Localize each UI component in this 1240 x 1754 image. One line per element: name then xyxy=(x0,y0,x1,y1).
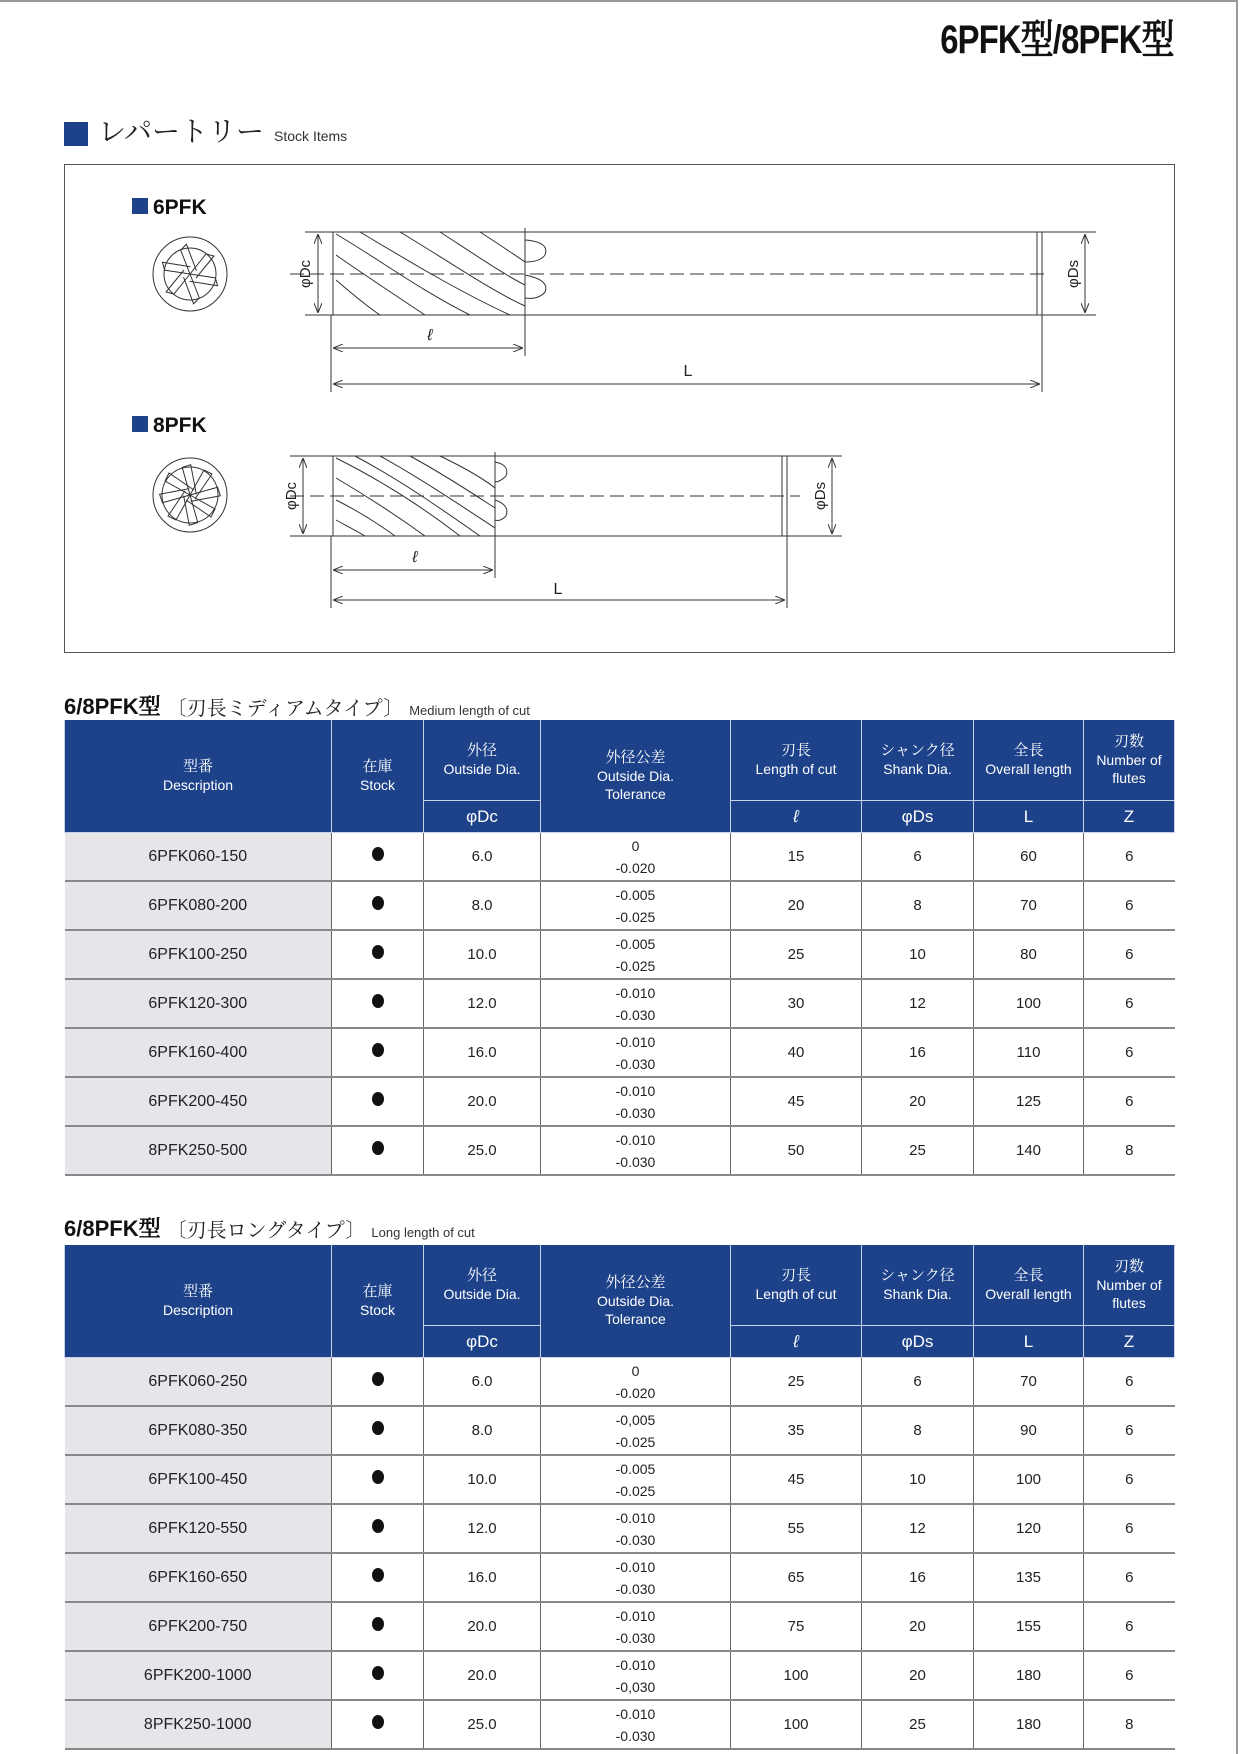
tolerance-upper: -0.005 xyxy=(615,886,656,903)
cell-stock xyxy=(332,1553,424,1602)
table-row xyxy=(65,833,1175,882)
cell-flutes: 6 xyxy=(1084,1651,1175,1700)
col-symbol-l: ℓ xyxy=(731,801,862,833)
cell-stock xyxy=(332,1602,424,1651)
table-row xyxy=(65,1602,1175,1651)
cell-outside-dia: 12.0 xyxy=(424,1504,541,1553)
stock-dot-icon xyxy=(372,1043,384,1057)
table-title-jp: 〔刃長ロングタイプ〕 xyxy=(166,1220,366,1242)
cell-length-of-cut: 40 xyxy=(731,1028,862,1077)
drawing-6pfk xyxy=(132,196,1096,392)
end-view-8-flute-icon xyxy=(153,458,227,532)
heading-jp: レパートリー xyxy=(98,116,265,147)
cell-outside-dia: 16.0 xyxy=(424,1028,541,1077)
table-row xyxy=(65,1700,1175,1749)
cell-shank-dia: 8 xyxy=(862,881,974,930)
cell-length-of-cut: 45 xyxy=(731,1077,862,1126)
cell-stock xyxy=(332,1455,424,1504)
cell-overall-length: 70 xyxy=(974,1358,1084,1407)
cell-overall-length: 100 xyxy=(974,1455,1084,1504)
stock-dot-icon xyxy=(372,1568,384,1582)
cell-tolerance xyxy=(541,1651,731,1700)
tool-side-view-6pfk xyxy=(290,228,1050,318)
tolerance-lower: -0.020 xyxy=(615,1384,656,1401)
col-header-tolerance: 外径公差 Outside Dia. Tolerance xyxy=(541,1245,731,1358)
stock-dot-icon xyxy=(372,945,384,959)
cell-shank-dia: 20 xyxy=(862,1651,974,1700)
dim-l-8pfk: ℓ xyxy=(412,549,418,566)
table-title-main: 6/8PFK型 xyxy=(64,1216,161,1241)
cell-tolerance xyxy=(541,1700,731,1749)
label-square-icon xyxy=(132,416,148,432)
cell-length-of-cut: 45 xyxy=(731,1455,862,1504)
cell-length-of-cut: 50 xyxy=(731,1126,862,1175)
cell-tolerance xyxy=(541,881,731,930)
cell-shank-dia: 12 xyxy=(862,1504,974,1553)
tolerance-upper: -0.010 xyxy=(615,1705,656,1722)
cell-flutes: 6 xyxy=(1084,1358,1175,1407)
cell-outside-dia: 25.0 xyxy=(424,1700,541,1749)
cell-tolerance xyxy=(541,1358,731,1407)
cell-flutes: 6 xyxy=(1084,1077,1175,1126)
tolerance-upper: -0.010 xyxy=(615,1131,656,1148)
dim-dc-6pfk: φDc xyxy=(297,259,314,289)
tolerance-lower: -0.030 xyxy=(615,1104,656,1121)
stock-dot-icon xyxy=(372,1666,384,1680)
table-row xyxy=(65,881,1175,930)
label-square-icon xyxy=(132,198,148,214)
cell-shank-dia: 20 xyxy=(862,1077,974,1126)
cell-description: 6PFK080-200 xyxy=(65,881,332,930)
cell-outside-dia: 20.0 xyxy=(424,1651,541,1700)
cell-length-of-cut: 30 xyxy=(731,979,862,1028)
table-title-jp: 〔刃長ミディアムタイプ〕 xyxy=(166,698,404,720)
cell-overall-length: 120 xyxy=(974,1504,1084,1553)
cell-stock xyxy=(332,1504,424,1553)
cell-outside-dia: 16.0 xyxy=(424,1553,541,1602)
col-header-description: 型番 Description xyxy=(65,1245,332,1358)
cell-overall-length: 180 xyxy=(974,1651,1084,1700)
cell-stock xyxy=(332,1700,424,1749)
col-header-description: 型番 Description xyxy=(65,720,332,833)
cell-description: 6PFK120-300 xyxy=(65,979,332,1028)
tool-side-view-8pfk xyxy=(290,452,800,540)
cell-tolerance xyxy=(541,979,731,1028)
col-symbol-dc: φDc xyxy=(424,801,541,833)
cell-description: 6PFK200-750 xyxy=(65,1602,332,1651)
stock-dot-icon xyxy=(372,1715,384,1729)
cell-shank-dia: 10 xyxy=(862,930,974,979)
cell-tolerance xyxy=(541,1406,731,1455)
cell-shank-dia: 25 xyxy=(862,1700,974,1749)
cell-flutes: 6 xyxy=(1084,930,1175,979)
tolerance-lower: -0.030 xyxy=(615,1629,656,1646)
col-header-tolerance: 外径公差 Outside Dia. Tolerance xyxy=(541,720,731,833)
cell-flutes: 6 xyxy=(1084,1028,1175,1077)
cell-shank-dia: 20 xyxy=(862,1602,974,1651)
tolerance-upper: -0.010 xyxy=(615,984,656,1001)
table-row xyxy=(65,979,1175,1028)
cell-flutes: 6 xyxy=(1084,1406,1175,1455)
cell-tolerance xyxy=(541,1553,731,1602)
col-header-overall-length: 全長 Overall length xyxy=(974,720,1084,801)
table-row xyxy=(65,1504,1175,1553)
cell-outside-dia: 12.0 xyxy=(424,979,541,1028)
cell-length-of-cut: 35 xyxy=(731,1406,862,1455)
tolerance-lower: -0.030 xyxy=(615,1153,656,1170)
cell-outside-dia: 20.0 xyxy=(424,1602,541,1651)
col-header-outside-dia: 外径 Outside Dia. xyxy=(424,720,541,801)
cell-length-of-cut: 20 xyxy=(731,881,862,930)
cell-description: 6PFK060-250 xyxy=(65,1358,332,1407)
cell-outside-dia: 20.0 xyxy=(424,1077,541,1126)
cell-stock xyxy=(332,1077,424,1126)
tolerance-upper: -0.005 xyxy=(615,935,656,952)
cell-overall-length: 140 xyxy=(974,1126,1084,1175)
cell-tolerance xyxy=(541,1504,731,1553)
page-title: 6PFK型/8PFK型 xyxy=(940,18,1174,62)
cell-overall-length: 90 xyxy=(974,1406,1084,1455)
dim-L-6pfk: L xyxy=(683,363,693,380)
cell-shank-dia: 6 xyxy=(862,833,974,882)
cell-shank-dia: 6 xyxy=(862,1358,974,1407)
cell-stock xyxy=(332,1126,424,1175)
cell-shank-dia: 8 xyxy=(862,1406,974,1455)
cell-shank-dia: 16 xyxy=(862,1028,974,1077)
cell-flutes: 6 xyxy=(1084,833,1175,882)
table-row xyxy=(65,1553,1175,1602)
tolerance-lower: -0.020 xyxy=(615,859,656,876)
stock-dot-icon xyxy=(372,847,384,861)
cell-flutes: 6 xyxy=(1084,1602,1175,1651)
end-view-6-flute-icon xyxy=(153,237,227,311)
cell-length-of-cut: 65 xyxy=(731,1553,862,1602)
dim-l-6pfk: ℓ xyxy=(427,327,433,344)
cell-description: 6PFK200-450 xyxy=(65,1077,332,1126)
tolerance-lower: -0.025 xyxy=(615,1433,656,1450)
cell-description: 6PFK100-450 xyxy=(65,1455,332,1504)
cell-stock xyxy=(332,1406,424,1455)
cell-flutes: 8 xyxy=(1084,1700,1175,1749)
cell-overall-length: 70 xyxy=(974,881,1084,930)
stock-dot-icon xyxy=(372,994,384,1008)
col-symbol-z: Z xyxy=(1084,1326,1175,1358)
cell-outside-dia: 10.0 xyxy=(424,930,541,979)
cell-tolerance xyxy=(541,1077,731,1126)
cell-overall-length: 135 xyxy=(974,1553,1084,1602)
tolerance-upper: -0.010 xyxy=(615,1509,656,1526)
tolerance-upper: -0.010 xyxy=(615,1082,656,1099)
dim-dc-8pfk: φDc xyxy=(283,481,300,511)
cell-tolerance xyxy=(541,1602,731,1651)
cell-outside-dia: 6.0 xyxy=(424,833,541,882)
cell-outside-dia: 6.0 xyxy=(424,1358,541,1407)
cell-shank-dia: 25 xyxy=(862,1126,974,1175)
cell-outside-dia: 8.0 xyxy=(424,881,541,930)
cell-stock xyxy=(332,1651,424,1700)
cell-flutes: 6 xyxy=(1084,881,1175,930)
cell-description: 6PFK160-400 xyxy=(65,1028,332,1077)
cell-shank-dia: 16 xyxy=(862,1553,974,1602)
col-header-stock: 在庫 Stock xyxy=(332,720,424,833)
cell-length-of-cut: 75 xyxy=(731,1602,862,1651)
stock-dot-icon xyxy=(372,1092,384,1106)
stock-dot-icon xyxy=(372,1372,384,1386)
col-header-length-of-cut: 刃長 Length of cut xyxy=(731,720,862,801)
cell-stock xyxy=(332,930,424,979)
cell-overall-length: 80 xyxy=(974,930,1084,979)
stock-dot-icon xyxy=(372,896,384,910)
col-symbol-z: Z xyxy=(1084,801,1175,833)
cell-overall-length: 110 xyxy=(974,1028,1084,1077)
cell-description: 6PFK060-150 xyxy=(65,833,332,882)
cell-flutes: 6 xyxy=(1084,979,1175,1028)
table-row xyxy=(65,1358,1175,1407)
tolerance-lower: -0.030 xyxy=(615,1006,656,1023)
col-symbol-ds: φDs xyxy=(862,1326,974,1358)
cell-overall-length: 125 xyxy=(974,1077,1084,1126)
tolerance-upper: 0 xyxy=(631,837,640,854)
cell-length-of-cut: 100 xyxy=(731,1651,862,1700)
table-row xyxy=(65,930,1175,979)
drawing-8pfk xyxy=(132,414,842,608)
cell-description: 6PFK120-550 xyxy=(65,1504,332,1553)
table-title-en: Long length of cut xyxy=(371,1225,475,1240)
cell-overall-length: 100 xyxy=(974,979,1084,1028)
table-row xyxy=(65,1651,1175,1700)
tolerance-upper: -0.010 xyxy=(615,1607,656,1624)
cell-outside-dia: 10.0 xyxy=(424,1455,541,1504)
cell-flutes: 6 xyxy=(1084,1553,1175,1602)
cell-stock xyxy=(332,1028,424,1077)
tolerance-lower: -0,030 xyxy=(615,1678,656,1695)
tolerance-lower: -0.030 xyxy=(615,1727,656,1744)
stock-dot-icon xyxy=(372,1617,384,1631)
stock-dot-icon xyxy=(372,1141,384,1155)
col-header-length-of-cut: 刃長 Length of cut xyxy=(731,1245,862,1326)
cell-length-of-cut: 100 xyxy=(731,1700,862,1749)
dim-ds-6pfk: φDs xyxy=(1065,259,1082,289)
dim-ds-8pfk: φDs xyxy=(812,481,829,511)
col-header-shank-dia: シャンク径 Shank Dia. xyxy=(862,720,974,801)
tolerance-lower: -0.025 xyxy=(615,957,656,974)
col-header-flutes: 刃数 Number of flutes xyxy=(1084,720,1175,801)
cell-description: 8PFK250-1000 xyxy=(65,1700,332,1749)
cell-overall-length: 60 xyxy=(974,833,1084,882)
cell-description: 6PFK080-350 xyxy=(65,1406,332,1455)
tolerance-upper: -0.010 xyxy=(615,1033,656,1050)
tolerance-lower: -0.030 xyxy=(615,1055,656,1072)
tolerance-upper: -0,005 xyxy=(615,1411,656,1428)
cell-flutes: 6 xyxy=(1084,1504,1175,1553)
cell-overall-length: 155 xyxy=(974,1602,1084,1651)
label-8pfk: 8PFK xyxy=(153,414,207,437)
table-title-main: 6/8PFK型 xyxy=(64,694,161,719)
col-header-overall-length: 全長 Overall length xyxy=(974,1245,1084,1326)
table-row xyxy=(65,1406,1175,1455)
tolerance-lower: -0.030 xyxy=(615,1531,656,1548)
cell-length-of-cut: 25 xyxy=(731,930,862,979)
col-symbol-L: L xyxy=(974,1326,1084,1358)
table-row xyxy=(65,1126,1175,1175)
cell-outside-dia: 25.0 xyxy=(424,1126,541,1175)
col-header-stock: 在庫 Stock xyxy=(332,1245,424,1358)
tool-drawings xyxy=(0,0,1240,660)
stock-dot-icon xyxy=(372,1519,384,1533)
cell-length-of-cut: 55 xyxy=(731,1504,862,1553)
cell-description: 6PFK160-650 xyxy=(65,1553,332,1602)
col-symbol-ds: φDs xyxy=(862,801,974,833)
cell-outside-dia: 8.0 xyxy=(424,1406,541,1455)
tolerance-upper: -0.010 xyxy=(615,1656,656,1673)
label-6pfk: 6PFK xyxy=(153,196,207,219)
cell-description: 6PFK100-250 xyxy=(65,930,332,979)
col-header-outside-dia: 外径 Outside Dia. xyxy=(424,1245,541,1326)
col-symbol-l: ℓ xyxy=(731,1326,862,1358)
tolerance-lower: -0.025 xyxy=(615,1482,656,1499)
tolerance-upper: -0.010 xyxy=(615,1558,656,1575)
medium-length-table xyxy=(64,720,1175,1176)
table-row xyxy=(65,1077,1175,1126)
table-row xyxy=(65,1028,1175,1077)
cell-stock xyxy=(332,881,424,930)
tolerance-lower: -0.030 xyxy=(615,1580,656,1597)
col-header-flutes: 刃数 Number of flutes xyxy=(1084,1245,1175,1326)
heading-en: Stock Items xyxy=(274,128,348,144)
table-title-en: Medium length of cut xyxy=(409,703,530,718)
cell-description: 6PFK200-1000 xyxy=(65,1651,332,1700)
cell-tolerance xyxy=(541,1126,731,1175)
tolerance-upper: 0 xyxy=(631,1362,640,1379)
table-title-medium xyxy=(64,690,530,721)
cell-tolerance xyxy=(541,1028,731,1077)
col-header-shank-dia: シャンク径 Shank Dia. xyxy=(862,1245,974,1326)
stock-dot-icon xyxy=(372,1470,384,1484)
cell-tolerance xyxy=(541,1455,731,1504)
tolerance-upper: -0.005 xyxy=(615,1460,656,1477)
cell-tolerance xyxy=(541,930,731,979)
cell-shank-dia: 12 xyxy=(862,979,974,1028)
table-row xyxy=(65,1455,1175,1504)
cell-stock xyxy=(332,833,424,882)
cell-stock xyxy=(332,1358,424,1407)
stock-dot-icon xyxy=(372,1421,384,1435)
tolerance-lower: -0.025 xyxy=(615,908,656,925)
cell-length-of-cut: 15 xyxy=(731,833,862,882)
cell-length-of-cut: 25 xyxy=(731,1358,862,1407)
cell-stock xyxy=(332,979,424,1028)
cell-shank-dia: 10 xyxy=(862,1455,974,1504)
cell-overall-length: 180 xyxy=(974,1700,1084,1749)
cell-description: 8PFK250-500 xyxy=(65,1126,332,1175)
table-title-long xyxy=(64,1212,475,1243)
long-length-table xyxy=(64,1245,1175,1750)
cell-flutes: 8 xyxy=(1084,1126,1175,1175)
dim-L-8pfk: L xyxy=(553,581,563,598)
col-symbol-L: L xyxy=(974,801,1084,833)
col-symbol-dc: φDc xyxy=(424,1326,541,1358)
cell-tolerance xyxy=(541,833,731,882)
cell-flutes: 6 xyxy=(1084,1455,1175,1504)
